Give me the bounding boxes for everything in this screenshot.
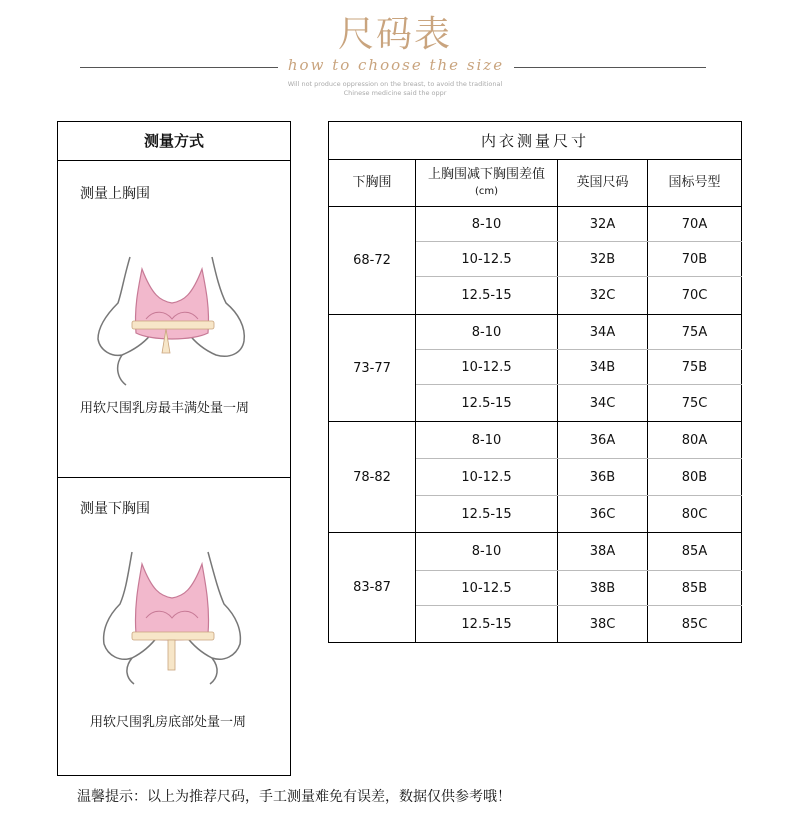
national-size-cell: 75C	[648, 385, 742, 422]
difference-cell: 12.5-15	[416, 277, 558, 315]
national-size-cell: 85C	[648, 606, 742, 643]
national-size-cell: 75A	[648, 315, 742, 350]
difference-cell: 10-12.5	[416, 350, 558, 385]
uk-size-cell: 38C	[558, 606, 648, 643]
national-size-cell: 80B	[648, 459, 742, 496]
lower-bust-measuring-illustration	[98, 546, 248, 686]
uk-size-cell: 32B	[558, 242, 648, 277]
header-note-line-1: Will not produce oppression on the breast, to avoid the traditional	[287, 80, 503, 88]
title-divider-right	[514, 67, 706, 68]
national-size-cell: 70A	[648, 207, 742, 242]
size-table-row	[329, 533, 742, 571]
national-size-column-header: 国标号型	[648, 160, 742, 207]
difference-cell: 10-12.5	[416, 459, 558, 496]
upper-bust-section	[58, 161, 290, 478]
size-table-row	[329, 315, 742, 350]
title-divider-left	[80, 67, 278, 68]
size-chart-title: 尺码表	[337, 14, 452, 55]
national-size-cell: 80C	[648, 496, 742, 533]
national-size-cell: 85B	[648, 571, 742, 606]
national-size-cell: 80A	[648, 422, 742, 459]
uk-size-cell: 38A	[558, 533, 648, 571]
header-note-line-2: Chinese medicine said the oppr	[343, 89, 447, 97]
uk-size-cell: 32C	[558, 277, 648, 315]
national-size-cell: 70C	[648, 277, 742, 315]
difference-cell: 8-10	[416, 315, 558, 350]
national-size-cell: 85A	[648, 533, 742, 571]
difference-cell: 10-12.5	[416, 242, 558, 277]
difference-cell: 12.5-15	[416, 606, 558, 643]
size-chart-subtitle: how to choose the size	[287, 56, 505, 74]
underbust-range-cell: 73-77	[329, 315, 416, 422]
uk-size-cell: 34C	[558, 385, 648, 422]
underbust-column-header: 下胸围	[329, 160, 416, 207]
lower-bust-title: 测量下胸围	[80, 501, 150, 517]
uk-size-cell: 36C	[558, 496, 648, 533]
lower-bust-description: 用软尺围乳房底部处量一周	[90, 715, 247, 730]
upper-bust-measuring-illustration	[92, 249, 252, 389]
difference-column-header	[416, 160, 558, 207]
upper-bust-title: 测量上胸围	[80, 186, 150, 202]
difference-cell: 12.5-15	[416, 385, 558, 422]
uk-size-cell: 32A	[558, 207, 648, 242]
national-size-cell: 70B	[648, 242, 742, 277]
upper-bust-description: 用软尺围乳房最丰满处量一周	[80, 401, 250, 416]
uk-size-cell: 38B	[558, 571, 648, 606]
uk-size-column-header: 英国尺码	[558, 160, 648, 207]
difference-cell: 8-10	[416, 533, 558, 571]
difference-cell: 8-10	[416, 422, 558, 459]
uk-size-cell: 36A	[558, 422, 648, 459]
difference-column-label: 上胸围减下胸围差值	[427, 166, 545, 182]
measuring-method-panel	[57, 121, 291, 776]
difference-cell: 12.5-15	[416, 496, 558, 533]
footer-tip: 温馨提示：以上为推荐尺码，手工测量难免有误差，数据仅供参考哦！	[77, 789, 511, 805]
underbust-range-cell: 78-82	[329, 422, 416, 533]
size-table-row	[329, 207, 742, 242]
underbust-range-cell: 68-72	[329, 207, 416, 315]
size-table-row	[329, 422, 742, 459]
size-table-heading: 内衣测量尺寸	[329, 122, 742, 160]
lower-bust-section	[58, 478, 290, 775]
bra-size-table	[328, 121, 742, 643]
underbust-range-cell: 83-87	[329, 533, 416, 643]
uk-size-cell: 36B	[558, 459, 648, 496]
size-table-body	[329, 207, 742, 643]
national-size-cell: 75B	[648, 350, 742, 385]
uk-size-cell: 34B	[558, 350, 648, 385]
header-note	[240, 80, 550, 98]
difference-cell: 8-10	[416, 207, 558, 242]
uk-size-cell: 34A	[558, 315, 648, 350]
difference-column-unit: (cm)	[474, 185, 499, 197]
difference-cell: 10-12.5	[416, 571, 558, 606]
measuring-method-heading: 测量方式	[58, 122, 290, 161]
